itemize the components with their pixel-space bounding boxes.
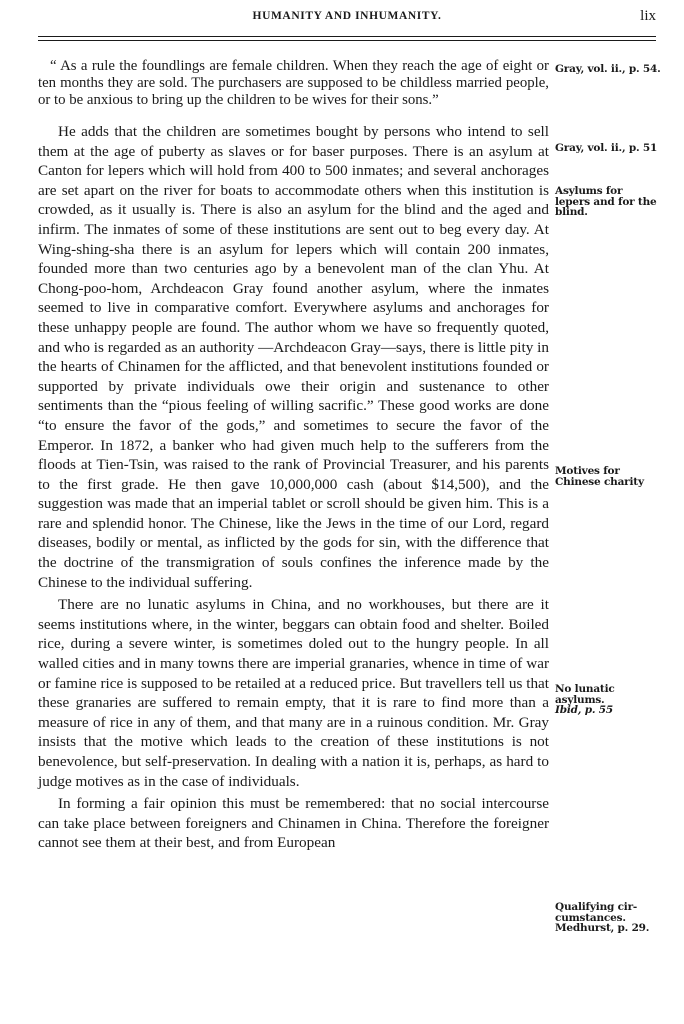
header-rule bbox=[38, 40, 656, 41]
quoted-paragraph: “ As a rule the foundlings are female children. When they reach the age of eight or ten months they are sold. The purchasers are supposed to be childless married people, or to be anxious to bring up the children to be wives for their sons.” bbox=[38, 58, 549, 108]
side-note bbox=[555, 466, 675, 487]
side-note bbox=[555, 143, 675, 154]
side-note bbox=[555, 64, 675, 75]
side-note-line: Chinese charity bbox=[555, 475, 644, 488]
page-header bbox=[38, 8, 656, 28]
header-rule bbox=[38, 36, 656, 37]
side-note-line: asylums. bbox=[555, 693, 605, 706]
side-note-line: blind. bbox=[555, 206, 588, 218]
side-note bbox=[555, 186, 675, 218]
paragraph: In forming a fair opinion this must be remembered: that no social intercourse can take place between foreigners and Chinamen in China. Therefore the foreigner cannot see them at their best, and from European bbox=[38, 795, 549, 852]
paragraph: He adds that the children are sometimes bought by persons who intend to sell them at the age of puberty as slaves or for baser purposes. There is an asylum at Canton for lepers which will hold from 400 to 500 inmates; and several anchorages are set apart on the river for boats to accommodate others when this institution is crowded, as it usually is. There is also an asylum for the blind and the aged and infirm. The inmates of some of these institutions are sent out to beg every day. At Wing-shing-sha there is an asylum for lepers which will contain 200 inmates, founded more than two centuries ago by a benevolent man of the clan Yhu. At Chong-poo-hom, Archdeacon Gray found another asylum, where the inmates seemed to live in comparative comfort. Everywhere asylums and anchorages for these unhappy people are found. The author whom we have so frequently quoted, and who is regarded as an authority —Archdeacon Gray—says, there is little pity in the hearts of Chinamen for the afflicted, and that benevolent institutions founded or supported by private individuals owe their origin and sustenance to other sentiments than the “pious feeling of willing sacrific.” These good works are done “to ensure the favor of the gods,” and sometimes to secure the favor of the Emperor. In 1872, a banker who had given much help to the sufferers from the floods at Tien-Tsin, was raised to the rank of Provincial Treasurer, and his parents to the first grade. He then gave 10,000,000 cash (about $14,500), and the suggestion was made that an imperial tablet or scroll should be given him. This is a rare and splendid honor. The Chinese, like the Jews in the time of our Lord, regard diseases, bodily or mental, as inflicted by the gods for sin, with the difference that the doctrine of the transmigration of souls confines the inference made by the Chinese to the individual suffering. bbox=[38, 123, 549, 591]
side-note-line: lepers and for the bbox=[555, 195, 657, 208]
running-head: HUMANITY AND INHUMANITY. bbox=[252, 10, 442, 22]
paragraph: There are no lunatic asylums in China, and no workhouses, but there are it seems institutions where, in the winter, beggars can obtain food and shelter. Boiled rice, during a severe winter, is sometimes doled out to the hungry people. In all walled cities and in many towns there are imperial granaries, whence in time of war or famine rice is supposed to be retailed at a reduced price. But travellers tell us that these granaries are suffered to remain empty, that it is rare to find more than a measure of rice in any of them, and that many are in a ruinous condition. Mr. Gray insists that the motive which leads to the creation of these institutions is not benevolence, but self-preservation. In dealing with a nation it is, perhaps, as hard to judge motives as in the case of individuals. bbox=[38, 596, 549, 790]
side-note-line: Asylums for bbox=[555, 185, 623, 197]
side-note-line: Ibid, p. 55 bbox=[555, 704, 613, 716]
body-text bbox=[38, 58, 549, 853]
side-note-line: Medhurst, p. 29. bbox=[555, 922, 650, 934]
side-note-line: Gray, vol. ii., p. 54. bbox=[555, 63, 661, 75]
side-note-line: Gray, vol. ii., p. 51 bbox=[555, 142, 658, 154]
side-note bbox=[555, 684, 675, 716]
side-note-line: Motives for bbox=[555, 465, 620, 477]
side-note-line: No lunatic bbox=[555, 683, 615, 695]
side-note-line: cumstances. bbox=[555, 911, 626, 924]
side-note bbox=[555, 902, 675, 934]
page-number: lix bbox=[640, 8, 656, 24]
side-note-line: Qualifying cir- bbox=[555, 901, 638, 913]
